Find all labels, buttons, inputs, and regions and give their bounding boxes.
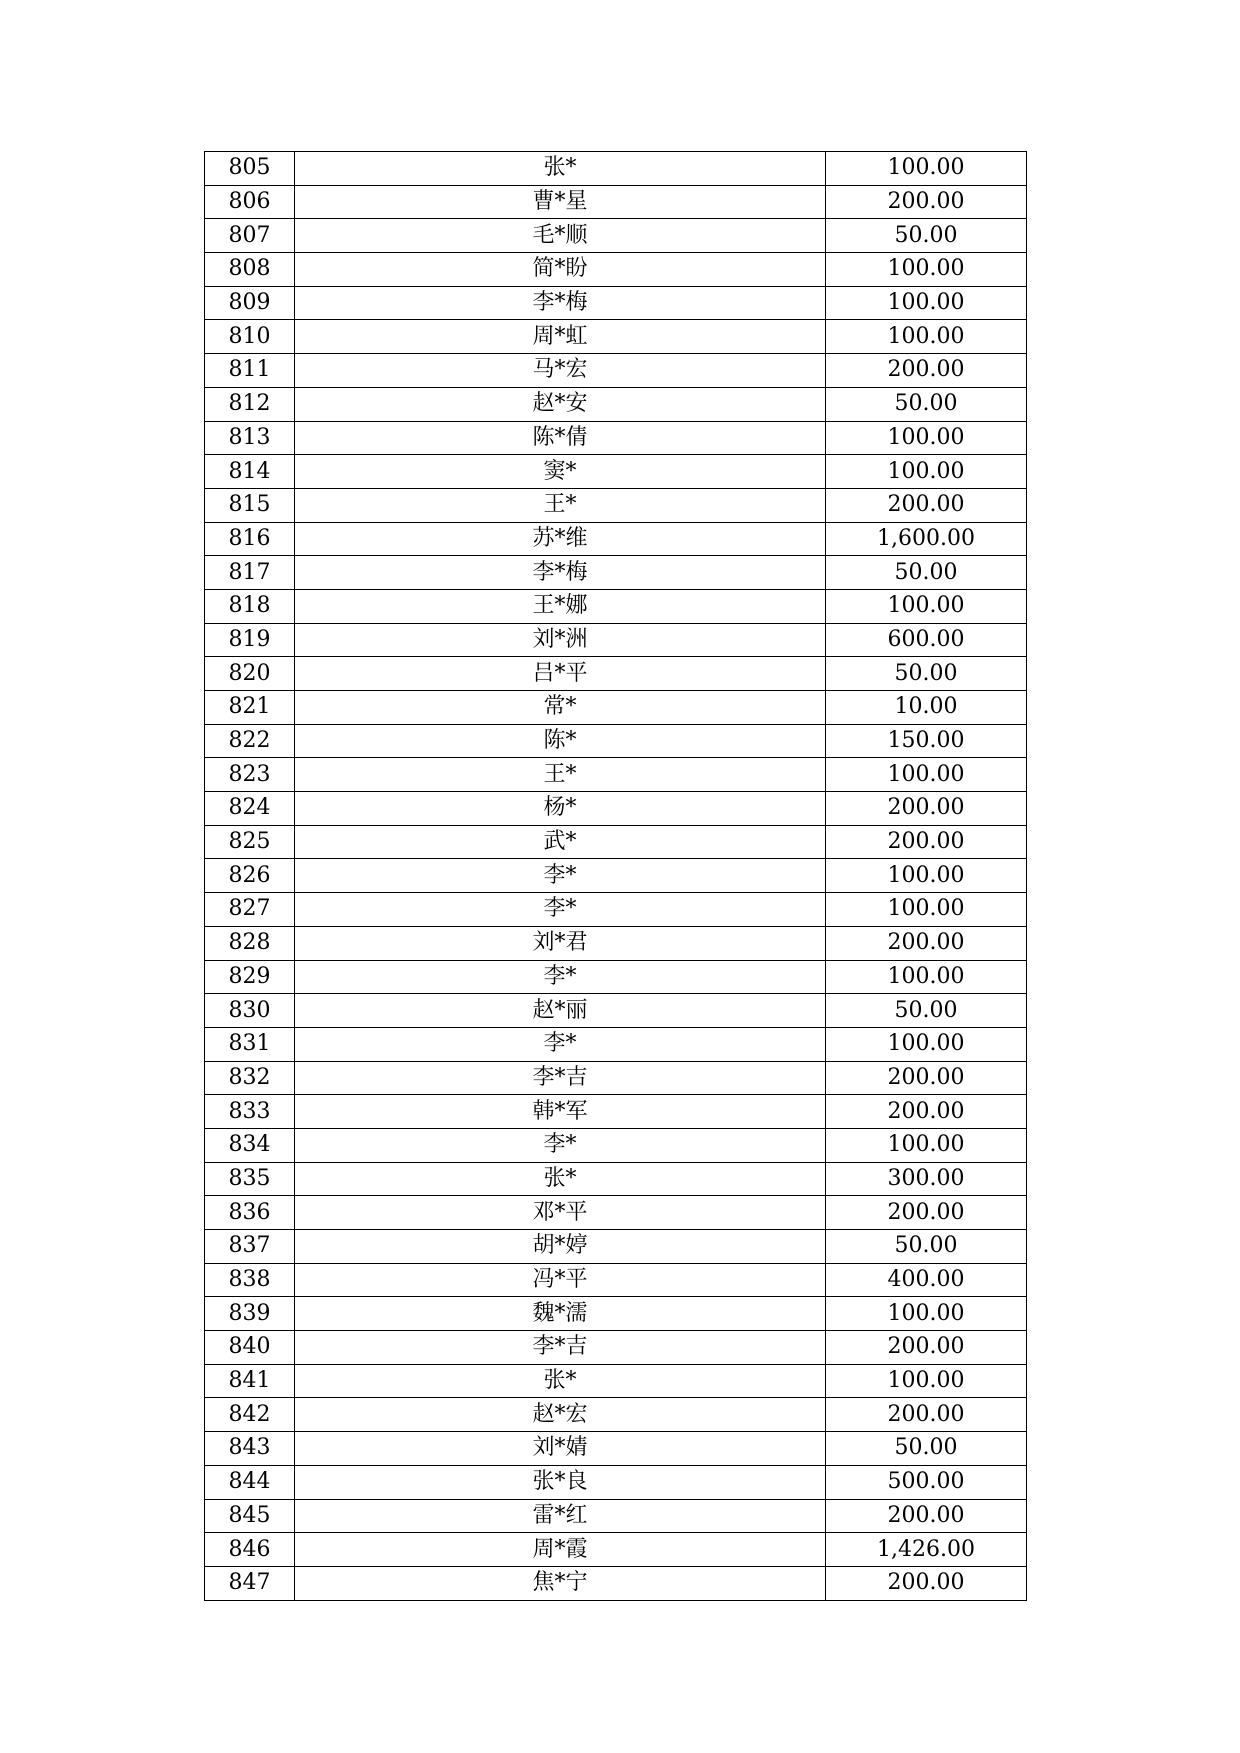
donor-name-cell: 张*良 bbox=[295, 1465, 826, 1499]
row-number-cell: 830 bbox=[205, 994, 295, 1028]
donor-name-cell: 赵*丽 bbox=[295, 994, 826, 1028]
donor-name-cell: 李* bbox=[295, 1027, 826, 1061]
donor-name-cell: 马*宏 bbox=[295, 354, 826, 388]
table-row bbox=[205, 1566, 1027, 1600]
donor-name-cell: 张* bbox=[295, 152, 826, 186]
row-number-cell: 838 bbox=[205, 1263, 295, 1297]
table-row bbox=[205, 1297, 1027, 1331]
row-number-cell: 812 bbox=[205, 387, 295, 421]
row-number-cell: 823 bbox=[205, 758, 295, 792]
amount-cell: 150.00 bbox=[826, 724, 1027, 758]
amount-cell: 50.00 bbox=[826, 657, 1027, 691]
amount-cell: 200.00 bbox=[826, 1095, 1027, 1129]
row-number-cell: 824 bbox=[205, 792, 295, 826]
amount-cell: 100.00 bbox=[826, 960, 1027, 994]
row-number-cell: 846 bbox=[205, 1533, 295, 1567]
table-row bbox=[205, 1331, 1027, 1365]
table-row bbox=[205, 421, 1027, 455]
row-number-cell: 805 bbox=[205, 152, 295, 186]
amount-cell: 100.00 bbox=[826, 589, 1027, 623]
row-number-cell: 843 bbox=[205, 1432, 295, 1466]
row-number-cell: 810 bbox=[205, 320, 295, 354]
amount-cell: 200.00 bbox=[826, 1331, 1027, 1365]
row-number-cell: 837 bbox=[205, 1230, 295, 1264]
table-row bbox=[205, 792, 1027, 826]
donor-name-cell: 李*梅 bbox=[295, 286, 826, 320]
donor-name-cell: 冯*平 bbox=[295, 1263, 826, 1297]
donor-name-cell: 李* bbox=[295, 960, 826, 994]
amount-cell: 50.00 bbox=[826, 1432, 1027, 1466]
table-row bbox=[205, 758, 1027, 792]
donor-name-cell: 赵*安 bbox=[295, 387, 826, 421]
table-row bbox=[205, 1465, 1027, 1499]
row-number-cell: 847 bbox=[205, 1566, 295, 1600]
table-row bbox=[205, 152, 1027, 186]
row-number-cell: 819 bbox=[205, 623, 295, 657]
amount-cell: 100.00 bbox=[826, 152, 1027, 186]
table-row bbox=[205, 219, 1027, 253]
donor-name-cell: 刘*君 bbox=[295, 926, 826, 960]
donor-name-cell: 陈*倩 bbox=[295, 421, 826, 455]
donor-name-cell: 张* bbox=[295, 1162, 826, 1196]
amount-cell: 200.00 bbox=[826, 488, 1027, 522]
donor-name-cell: 常* bbox=[295, 691, 826, 725]
donor-name-cell: 韩*军 bbox=[295, 1095, 826, 1129]
donor-name-cell: 王*娜 bbox=[295, 589, 826, 623]
donor-name-cell: 毛*顺 bbox=[295, 219, 826, 253]
table-row bbox=[205, 960, 1027, 994]
row-number-cell: 821 bbox=[205, 691, 295, 725]
donor-name-cell: 李*吉 bbox=[295, 1331, 826, 1365]
amount-cell: 200.00 bbox=[826, 926, 1027, 960]
donation-table bbox=[204, 151, 1027, 1601]
amount-cell: 200.00 bbox=[826, 1499, 1027, 1533]
amount-cell: 10.00 bbox=[826, 691, 1027, 725]
row-number-cell: 835 bbox=[205, 1162, 295, 1196]
donor-name-cell: 简*盼 bbox=[295, 253, 826, 287]
row-number-cell: 831 bbox=[205, 1027, 295, 1061]
amount-cell: 100.00 bbox=[826, 253, 1027, 287]
table-row bbox=[205, 522, 1027, 556]
row-number-cell: 813 bbox=[205, 421, 295, 455]
amount-cell: 100.00 bbox=[826, 1364, 1027, 1398]
amount-cell: 50.00 bbox=[826, 994, 1027, 1028]
table-row bbox=[205, 455, 1027, 489]
donor-name-cell: 杨* bbox=[295, 792, 826, 826]
table-row bbox=[205, 320, 1027, 354]
donor-name-cell: 窦* bbox=[295, 455, 826, 489]
donor-name-cell: 胡*婷 bbox=[295, 1230, 826, 1264]
row-number-cell: 809 bbox=[205, 286, 295, 320]
amount-cell: 100.00 bbox=[826, 455, 1027, 489]
table-row bbox=[205, 859, 1027, 893]
table-row bbox=[205, 556, 1027, 590]
amount-cell: 50.00 bbox=[826, 1230, 1027, 1264]
table-row bbox=[205, 387, 1027, 421]
amount-cell: 200.00 bbox=[826, 792, 1027, 826]
donor-name-cell: 曹*星 bbox=[295, 185, 826, 219]
table-row bbox=[205, 286, 1027, 320]
donor-name-cell: 李*吉 bbox=[295, 1061, 826, 1095]
row-number-cell: 820 bbox=[205, 657, 295, 691]
donor-name-cell: 苏*维 bbox=[295, 522, 826, 556]
row-number-cell: 814 bbox=[205, 455, 295, 489]
row-number-cell: 844 bbox=[205, 1465, 295, 1499]
table-row bbox=[205, 1432, 1027, 1466]
row-number-cell: 842 bbox=[205, 1398, 295, 1432]
amount-cell: 100.00 bbox=[826, 286, 1027, 320]
row-number-cell: 806 bbox=[205, 185, 295, 219]
table-row bbox=[205, 589, 1027, 623]
table-row bbox=[205, 724, 1027, 758]
row-number-cell: 816 bbox=[205, 522, 295, 556]
row-number-cell: 827 bbox=[205, 893, 295, 927]
table-row bbox=[205, 1128, 1027, 1162]
row-number-cell: 845 bbox=[205, 1499, 295, 1533]
amount-cell: 100.00 bbox=[826, 1027, 1027, 1061]
donor-name-cell: 张* bbox=[295, 1364, 826, 1398]
table-row bbox=[205, 1533, 1027, 1567]
row-number-cell: 832 bbox=[205, 1061, 295, 1095]
donor-name-cell: 王* bbox=[295, 488, 826, 522]
amount-cell: 1,600.00 bbox=[826, 522, 1027, 556]
amount-cell: 100.00 bbox=[826, 893, 1027, 927]
row-number-cell: 826 bbox=[205, 859, 295, 893]
row-number-cell: 833 bbox=[205, 1095, 295, 1129]
row-number-cell: 836 bbox=[205, 1196, 295, 1230]
table-row bbox=[205, 623, 1027, 657]
donation-table-body bbox=[205, 152, 1027, 1601]
table-row bbox=[205, 1162, 1027, 1196]
amount-cell: 1,426.00 bbox=[826, 1533, 1027, 1567]
row-number-cell: 817 bbox=[205, 556, 295, 590]
table-row bbox=[205, 926, 1027, 960]
table-row bbox=[205, 825, 1027, 859]
table-row bbox=[205, 691, 1027, 725]
donor-name-cell: 武* bbox=[295, 825, 826, 859]
table-row bbox=[205, 354, 1027, 388]
row-number-cell: 839 bbox=[205, 1297, 295, 1331]
row-number-cell: 808 bbox=[205, 253, 295, 287]
table-row bbox=[205, 893, 1027, 927]
amount-cell: 400.00 bbox=[826, 1263, 1027, 1297]
donor-name-cell: 刘*洲 bbox=[295, 623, 826, 657]
donor-name-cell: 刘*婧 bbox=[295, 1432, 826, 1466]
donor-name-cell: 李*梅 bbox=[295, 556, 826, 590]
donor-name-cell: 李* bbox=[295, 859, 826, 893]
row-number-cell: 840 bbox=[205, 1331, 295, 1365]
donor-name-cell: 焦*宁 bbox=[295, 1566, 826, 1600]
table-row bbox=[205, 1196, 1027, 1230]
amount-cell: 100.00 bbox=[826, 1128, 1027, 1162]
row-number-cell: 807 bbox=[205, 219, 295, 253]
row-number-cell: 818 bbox=[205, 589, 295, 623]
table-row bbox=[205, 1095, 1027, 1129]
amount-cell: 200.00 bbox=[826, 185, 1027, 219]
donor-name-cell: 魏*濡 bbox=[295, 1297, 826, 1331]
amount-cell: 300.00 bbox=[826, 1162, 1027, 1196]
amount-cell: 50.00 bbox=[826, 219, 1027, 253]
amount-cell: 100.00 bbox=[826, 320, 1027, 354]
amount-cell: 50.00 bbox=[826, 387, 1027, 421]
amount-cell: 200.00 bbox=[826, 1196, 1027, 1230]
donor-name-cell: 雷*红 bbox=[295, 1499, 826, 1533]
table-row bbox=[205, 1230, 1027, 1264]
table-row bbox=[205, 1027, 1027, 1061]
amount-cell: 200.00 bbox=[826, 354, 1027, 388]
amount-cell: 100.00 bbox=[826, 758, 1027, 792]
donor-name-cell: 李* bbox=[295, 1128, 826, 1162]
table-row bbox=[205, 1398, 1027, 1432]
table-row bbox=[205, 1061, 1027, 1095]
amount-cell: 200.00 bbox=[826, 1061, 1027, 1095]
table-row bbox=[205, 185, 1027, 219]
row-number-cell: 825 bbox=[205, 825, 295, 859]
table-row bbox=[205, 657, 1027, 691]
row-number-cell: 811 bbox=[205, 354, 295, 388]
amount-cell: 100.00 bbox=[826, 1297, 1027, 1331]
row-number-cell: 828 bbox=[205, 926, 295, 960]
table-row bbox=[205, 1499, 1027, 1533]
table-row bbox=[205, 994, 1027, 1028]
table-row bbox=[205, 1364, 1027, 1398]
amount-cell: 100.00 bbox=[826, 421, 1027, 455]
donor-name-cell: 周*虹 bbox=[295, 320, 826, 354]
donor-name-cell: 陈* bbox=[295, 724, 826, 758]
amount-cell: 600.00 bbox=[826, 623, 1027, 657]
row-number-cell: 834 bbox=[205, 1128, 295, 1162]
amount-cell: 100.00 bbox=[826, 859, 1027, 893]
table-row bbox=[205, 1263, 1027, 1297]
row-number-cell: 841 bbox=[205, 1364, 295, 1398]
amount-cell: 200.00 bbox=[826, 825, 1027, 859]
amount-cell: 500.00 bbox=[826, 1465, 1027, 1499]
row-number-cell: 822 bbox=[205, 724, 295, 758]
row-number-cell: 815 bbox=[205, 488, 295, 522]
donor-name-cell: 吕*平 bbox=[295, 657, 826, 691]
donor-name-cell: 李* bbox=[295, 893, 826, 927]
table-row bbox=[205, 488, 1027, 522]
donor-name-cell: 邓*平 bbox=[295, 1196, 826, 1230]
row-number-cell: 829 bbox=[205, 960, 295, 994]
amount-cell: 50.00 bbox=[826, 556, 1027, 590]
donor-name-cell: 王* bbox=[295, 758, 826, 792]
donor-name-cell: 赵*宏 bbox=[295, 1398, 826, 1432]
amount-cell: 200.00 bbox=[826, 1566, 1027, 1600]
table-row bbox=[205, 253, 1027, 287]
amount-cell: 200.00 bbox=[826, 1398, 1027, 1432]
donor-name-cell: 周*霞 bbox=[295, 1533, 826, 1567]
